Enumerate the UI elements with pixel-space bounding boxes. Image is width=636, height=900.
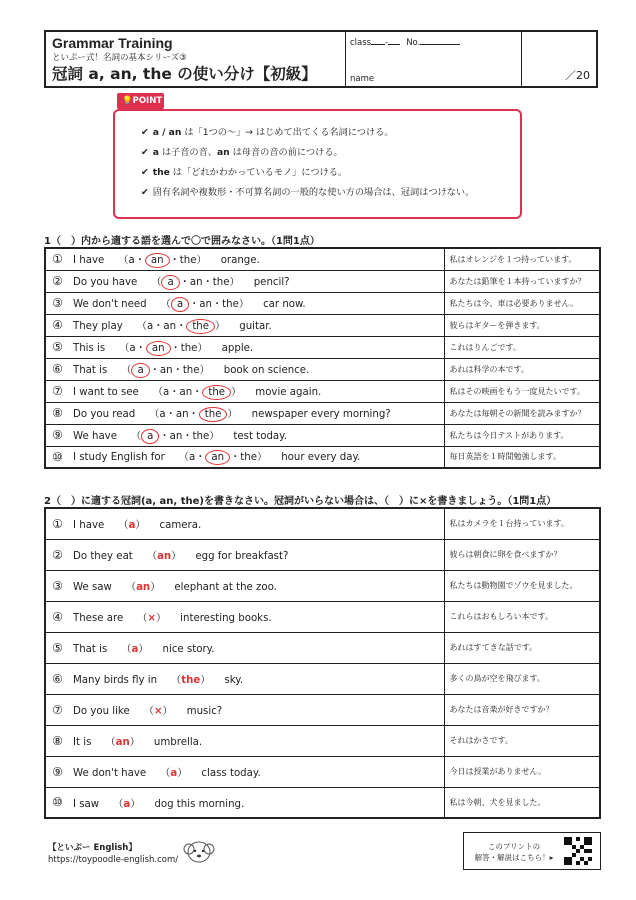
question-translation: 私たちは動物園でゾウを見ました。 [444, 570, 600, 601]
choice-an[interactable]: an [205, 450, 230, 465]
question-translation: これはりんごです。 [444, 336, 600, 358]
choice-the[interactable]: the [182, 364, 200, 376]
question-number: ④ [45, 314, 69, 336]
question-number: ⑩ [45, 446, 69, 468]
choice-a[interactable]: a [188, 452, 196, 464]
answer-link-text[interactable]: このプリントの 解答・解説はこちら！▸ [474, 842, 554, 862]
question-sentence: We don't have （a） class today. [69, 756, 444, 787]
table-row [45, 402, 600, 424]
table-row [45, 539, 600, 570]
question-number: ④ [45, 601, 69, 632]
question-sentence: We have （ a ・an・the） test today. [69, 424, 444, 446]
question-translation: 毎日英語を１時間勉強します。 [444, 446, 600, 468]
worksheet-header [44, 30, 598, 88]
answer-blank[interactable]: × [153, 706, 163, 717]
worksheet-title: 冠詞 a, an, the の使い分け【初級】 [52, 65, 317, 83]
poodle-logo-icon [181, 837, 217, 865]
question-number: ⑤ [45, 336, 69, 358]
answer-blank[interactable]: a [170, 768, 178, 779]
choice-a[interactable]: a [159, 408, 166, 420]
choice-the[interactable]: the [212, 276, 230, 288]
check-icon: ✔ [141, 147, 149, 158]
question-translation: 私は今朝、犬を見ました。 [444, 787, 600, 818]
question-sentence: Do you like （×） music? [69, 694, 444, 725]
table-row [45, 270, 600, 292]
question-sentence: It is （an） umbrella. [69, 725, 444, 756]
table-row [45, 446, 600, 468]
choice-the[interactable]: the [180, 342, 198, 354]
answer-blank[interactable]: an [115, 737, 130, 748]
choice-a[interactable]: a [163, 386, 170, 398]
point-line: ✔ a は子音の音、an は母音の音の前につける。 [141, 147, 343, 158]
point-line: ✔ the は「どれかわかっているモノ」につける。 [141, 167, 348, 178]
question-number: ⑥ [45, 358, 69, 380]
question-number: ⑤ [45, 632, 69, 663]
score-total: ／20 [565, 69, 590, 82]
point-line: ✔ a / an は「1つの〜」→ はじめて出てくる名詞につける。 [141, 127, 394, 138]
footer-brand-block [48, 842, 178, 866]
table-row [45, 358, 600, 380]
question-sentence: We saw （an） elephant at the zoo. [69, 570, 444, 601]
question-translation: あなたは鉛筆を１本持っていますか？ [444, 270, 600, 292]
title-block [46, 32, 346, 86]
qr-code-icon[interactable] [564, 837, 592, 865]
question-translation: 私はオレンジを１つ持っています。 [444, 248, 600, 270]
question-sentence: I have （a） camera. [69, 508, 444, 539]
question-number: ② [45, 270, 69, 292]
choice-an[interactable]: an [179, 386, 193, 398]
question-translation: 私たちは今日テストがあります。 [444, 424, 600, 446]
choice-an[interactable]: an [169, 430, 183, 442]
check-icon: ✔ [141, 187, 149, 198]
choice-a[interactable]: a [146, 320, 154, 332]
table-row [45, 694, 600, 725]
choice-a[interactable]: a [141, 429, 159, 444]
table-row [45, 424, 600, 446]
choice-an[interactable]: an [189, 276, 203, 288]
question-number: ⑦ [45, 380, 69, 402]
table-row [45, 292, 600, 314]
question-number: ⑥ [45, 663, 69, 694]
question-sentence: I want to see （a・an・ the ） movie again. [69, 380, 444, 402]
choice-an[interactable]: an [159, 364, 173, 376]
question-number: ③ [45, 292, 69, 314]
name-field: name [350, 74, 375, 84]
question-number: ③ [45, 570, 69, 601]
choice-the[interactable]: the [240, 452, 258, 464]
question-number: ⑧ [45, 725, 69, 756]
series-title: Grammar Training [52, 35, 173, 51]
score-box [522, 32, 596, 86]
choice-a[interactable]: a [171, 297, 189, 312]
choice-a[interactable]: a [129, 342, 136, 354]
question-sentence: These are （×） interesting books. [69, 601, 444, 632]
table-row [45, 508, 600, 539]
series-subtitle: といぷー式！名詞の基本シリーズ③ [52, 53, 187, 63]
answer-blank[interactable]: × [147, 613, 156, 624]
choice-the[interactable]: the [179, 254, 197, 266]
point-box [113, 109, 522, 219]
answer-blank[interactable]: a [131, 644, 139, 655]
choice-an[interactable]: an [163, 320, 177, 332]
question-translation: 私はその映画をもう一度見たいです。 [444, 380, 600, 402]
question-sentence: I saw （a） dog this morning. [69, 787, 444, 818]
question-sentence: I have （a・ an ・the） orange. [69, 248, 444, 270]
question-sentence: That is （a） nice story. [69, 632, 444, 663]
choice-the[interactable]: the [192, 430, 210, 442]
answer-blank[interactable]: a [128, 520, 136, 532]
question-sentence: We don't need （ a ・an・the） car now. [69, 292, 444, 314]
brand-name: 【といぷー English】 [48, 843, 137, 853]
student-info [346, 32, 522, 86]
section2-table [44, 507, 601, 819]
question-translation: 多くの鳥が空を飛びます。 [444, 663, 600, 694]
question-number: ② [45, 539, 69, 570]
choice-a[interactable]: a [128, 254, 135, 266]
question-sentence: Do you have （ a ・an・the） pencil? [69, 270, 444, 292]
question-translation: 彼らはギターを弾きます。 [444, 314, 600, 336]
table-row [45, 336, 600, 358]
question-number: ① [45, 248, 69, 270]
question-translation: 私たちは今、車は必要ありません。 [444, 292, 600, 314]
question-translation: それはかさです。 [444, 725, 600, 756]
answer-blank[interactable]: the [181, 675, 201, 686]
question-translation: あなたは音楽が好きですか？ [444, 694, 600, 725]
question-sentence: Do they eat （an） egg for breakfast? [69, 539, 444, 570]
answer-blank[interactable]: an [136, 582, 151, 593]
table-row [45, 756, 600, 787]
point-line: ✔ 固有名詞や複数形・不可算名詞の一般的な使い方の場合は、冠詞はつけない。 [141, 187, 475, 198]
choice-an[interactable]: an [199, 298, 212, 310]
brand-url[interactable]: https://toypoodle-english.com/ [48, 855, 179, 865]
question-number: ⑦ [45, 694, 69, 725]
question-sentence: Do you read （a・an・ the ） newspaper every morning? [69, 402, 444, 424]
question-number: ⑩ [45, 787, 69, 818]
question-translation: あれはすてきな話です。 [444, 632, 600, 663]
section1-title: 1（ ）内から適する語を選んで〇で囲みなさい。（1問1点） [44, 236, 320, 247]
question-translation: あれは科学の本です。 [444, 358, 600, 380]
question-translation: これらはおもしろい本です。 [444, 601, 600, 632]
table-row [45, 248, 600, 270]
table-row [45, 632, 600, 663]
section1-table [44, 247, 601, 469]
question-number: ① [45, 508, 69, 539]
choice-the[interactable]: the [199, 407, 228, 422]
table-row [45, 570, 600, 601]
question-sentence: Many birds fly in （the） sky. [69, 663, 444, 694]
answer-link-box[interactable] [463, 832, 601, 870]
choice-the[interactable]: the [202, 385, 231, 400]
question-number: ⑨ [45, 756, 69, 787]
question-sentence: This is （a・ an ・the） apple. [69, 336, 444, 358]
choice-the[interactable]: the [186, 319, 215, 334]
choice-an[interactable]: an [175, 408, 189, 420]
question-sentence: They play （a・an・ the ） guitar. [69, 314, 444, 336]
question-sentence: I study English for （a・ an ・the） hour every day. [69, 446, 444, 468]
table-row [45, 663, 600, 694]
question-translation: 私はカメラを１台持っています。 [444, 508, 600, 539]
choice-an[interactable]: an [145, 253, 170, 268]
answer-blank[interactable]: an [157, 551, 172, 562]
table-row [45, 314, 600, 336]
choice-the[interactable]: the [222, 298, 239, 310]
choice-a[interactable]: a [131, 363, 149, 378]
point-tag: 💡POINT [117, 93, 164, 109]
section2-title: 2（ ）に適する冠詞(a, an, the)を書きなさい。冠詞がいらない場合は、（ ）に×を書きましょう。（1問1点） [44, 496, 557, 507]
question-translation: 彼らは朝食に卵を食べますか？ [444, 539, 600, 570]
question-number: ⑨ [45, 424, 69, 446]
question-translation: 今日は授業がありません。 [444, 756, 600, 787]
table-row [45, 725, 600, 756]
class-field: class - No. [350, 38, 460, 48]
lightbulb-icon: 💡 [122, 96, 133, 106]
table-row [45, 787, 600, 818]
check-icon: ✔ [141, 127, 149, 138]
answer-blank[interactable]: a [123, 798, 131, 810]
question-number: ⑧ [45, 402, 69, 424]
table-row [45, 601, 600, 632]
table-row [45, 380, 600, 402]
question-translation: あなたは毎朝その新聞を読みますか？ [444, 402, 600, 424]
choice-an[interactable]: an [146, 341, 171, 356]
question-sentence: That is （ a ・an・the） book on science. [69, 358, 444, 380]
choice-a[interactable]: a [161, 275, 179, 290]
check-icon: ✔ [141, 167, 149, 178]
